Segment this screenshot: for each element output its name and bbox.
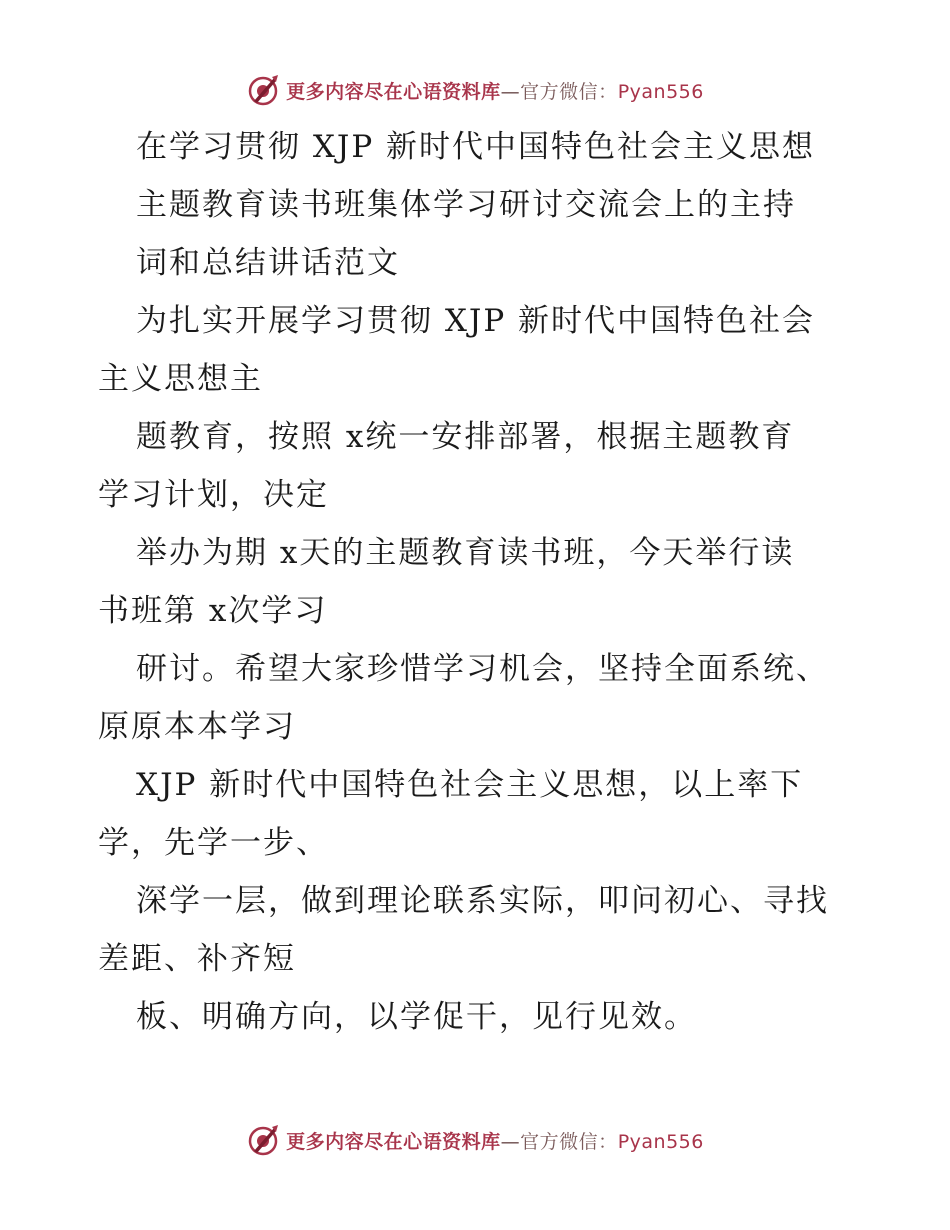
footer-banner	[0, 1120, 950, 1160]
header-banner	[0, 70, 950, 110]
banner-slogan: 更多内容尽在心语资料库	[286, 1130, 501, 1153]
paragraph-line: 学习计划，决定	[98, 477, 329, 513]
banner-slogan: 更多内容尽在心语资料库	[286, 80, 501, 103]
title-line-2: 主题教育读书班集体学习研讨交流会上的主持	[136, 187, 796, 223]
paragraph-line: 原原本本学习	[98, 709, 296, 745]
banner-dash: —	[500, 1130, 521, 1153]
quill-logo-icon	[246, 73, 280, 107]
paragraph-line: 为扎实开展学习贯彻 XJP 新时代中国特色社会	[136, 303, 816, 339]
paragraph-line: 学，先学一步、	[98, 825, 329, 861]
paragraph-line: XJP 新时代中国特色社会主义思想，以上率下	[136, 767, 804, 803]
banner-wechat-label: 官方微信：	[520, 80, 618, 103]
paragraph-line: 书班第 x次学习	[98, 593, 328, 629]
title-line-3: 词和总结讲话范文	[136, 245, 400, 281]
paragraph-line: 主义思想主	[98, 361, 263, 397]
quill-logo-icon	[246, 1123, 280, 1157]
title-line-1: 在学习贯彻 XJP 新时代中国特色社会主义思想	[136, 129, 816, 165]
paragraph-line: 板、明确方向，以学促干，见行见效。	[136, 999, 697, 1035]
paragraph-line: 研讨。希望大家珍惜学习机会，坚持全面系统、	[136, 651, 829, 687]
paragraph-line: 题教育，按照 x统一安排部署，根据主题教育	[136, 419, 795, 455]
paragraph-line: 举办为期 x天的主题教育读书班，今天举行读	[136, 535, 795, 571]
banner-wechat-id: Pyan556	[617, 80, 704, 103]
paragraph-line: 差距、补齐短	[98, 941, 296, 977]
banner-text	[286, 77, 704, 104]
banner-wechat-label: 官方微信：	[520, 1130, 618, 1153]
banner-dash: —	[500, 80, 521, 103]
paragraph-line: 深学一层，做到理论联系实际，叩问初心、寻找	[136, 883, 829, 919]
banner-wechat-id: Pyan556	[617, 1130, 704, 1153]
banner-text	[286, 1127, 704, 1154]
